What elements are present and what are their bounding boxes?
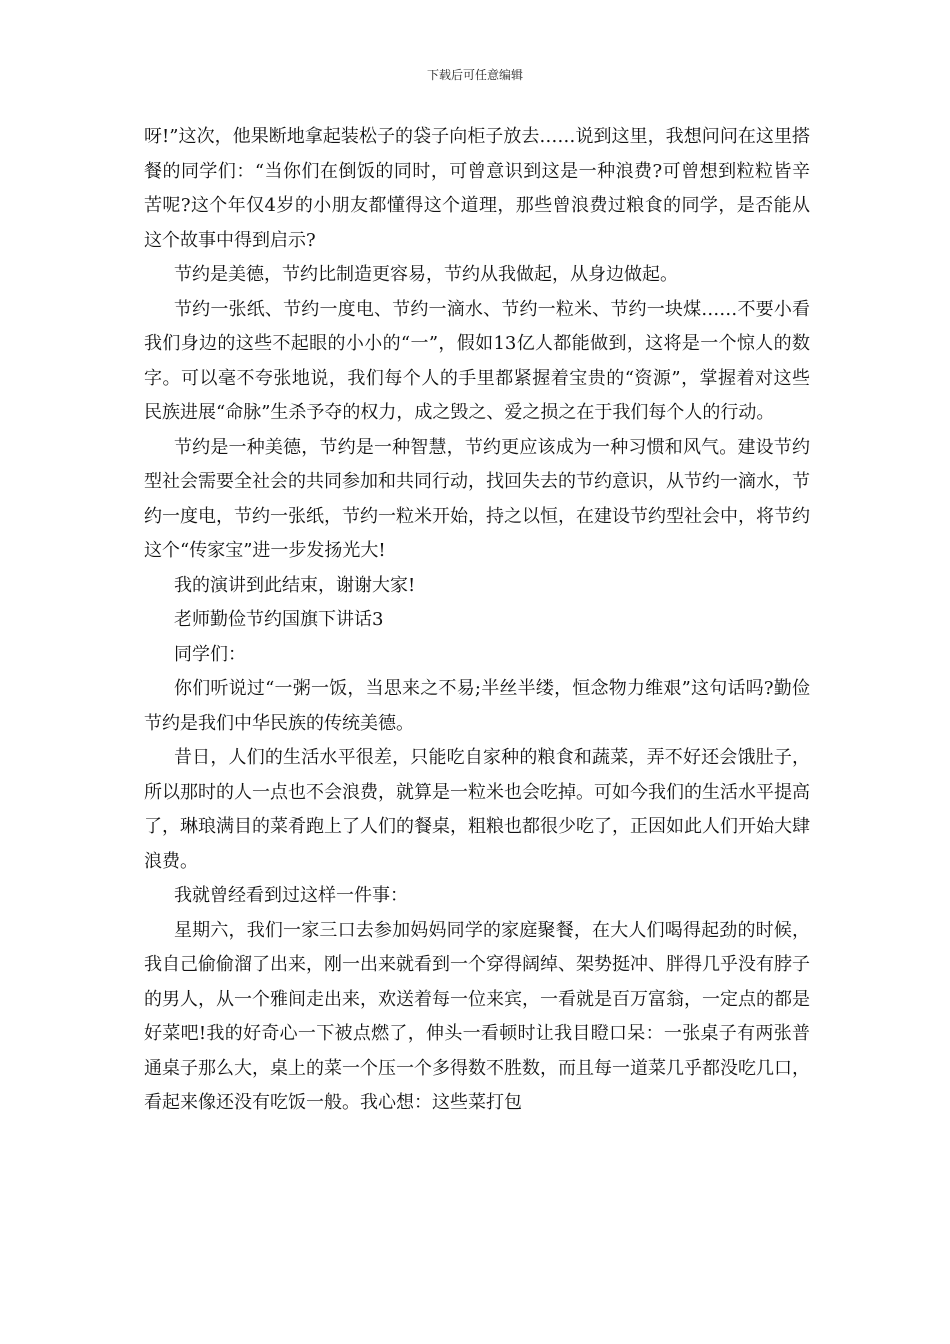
paragraph: 节约是一种美德，节约是一种智慧，节约更应该成为一种习惯和风气。建设节约型社会需要全社会的共同参加和共同行动，找回失去的节约意识，从节约一滴水，节约一度电，节约一张纸，节约一粒米开始，持之以恒，在建设节约型社会中，将节约这个“传家宝”进一步发扬光大! xyxy=(144,436,810,561)
paragraph: 昔日，人们的生活水平很差，只能吃自家种的粮食和蔬菜，弄不好还会饿肚子，所以那时的人一点也不会浪费，就算是一粒米也会吃掉。可如今我们的生活水平提高了，琳琅满目的菜肴跑上了人们的餐桌，粗粮也都很少吃了，正因如此人们开始大肆浪费。 xyxy=(144,747,810,872)
paragraph: 节约一张纸、节约一度电、节约一滴水、节约一粒米、节约一块煤……不要小看我们身边的这些不起眼的小小的“一”，假如13亿人都能做到，这将是一个惊人的数字。可以毫不夸张地说，我们每个人的手里都紧握着宝贵的“资源”，掌握着对这些民族进展“命脉”生杀予夺的权力，成之毁之、爱之损之在于我们每个人的行动。 xyxy=(144,298,810,423)
paragraph: 节约是美德，节约比制造更容易，节约从我做起，从身边做起。 xyxy=(174,264,678,285)
paragraph: 星期六，我们一家三口去参加妈妈同学的家庭聚餐，在大人们喝得起劲的时候，我自己偷偷溜了出来，刚一出来就看到一个穿得阔绰、架势挺冲、胖得几乎没有脖子的男人，从一个雅间走出来，欢送着每一位来宾，一看就是百万富翁，一定点的都是好菜吧!我的好奇心一下被点燃了，伸头一看顿时让我目瞪口呆：一张桌子有两张普通桌子那么大，桌上的菜一个压一个多得数不胜数，而且每一道菜几乎都没吃几口，看起来像还没有吃饭一般。我心想：这些菜打包 xyxy=(144,919,810,1113)
paragraph: 我就曾经看到过这样一件事： xyxy=(174,885,408,906)
paragraph: 我的演讲到此结束，谢谢大家! xyxy=(174,574,416,596)
page-header: 下载后可任意编辑 xyxy=(426,68,523,82)
document-body xyxy=(144,120,810,1121)
salutation: 同学们： xyxy=(174,643,246,665)
paragraph: 呀!”这次，他果断地拿起装松子的袋子向柜子放去……说到这里，我想问问在这里搭餐的同学们：“当你们在倒饭的同时，可曾意识到这是一种浪费?可曾想到粒粒皆辛苦呢?这个年仅4岁的小朋友都懂得这个道理，那些曾浪费过粮食的同学，是否能从这个故事中得到启示? xyxy=(144,126,810,251)
paragraph: 你们听说过“一粥一饭，当思来之不易;半丝半缕，恒念物力维艰”这句话吗?勤俭节约是我们中华民族的传统美德。 xyxy=(144,678,810,734)
section-title: 老师勤俭节约国旗下讲话3 xyxy=(174,609,384,630)
